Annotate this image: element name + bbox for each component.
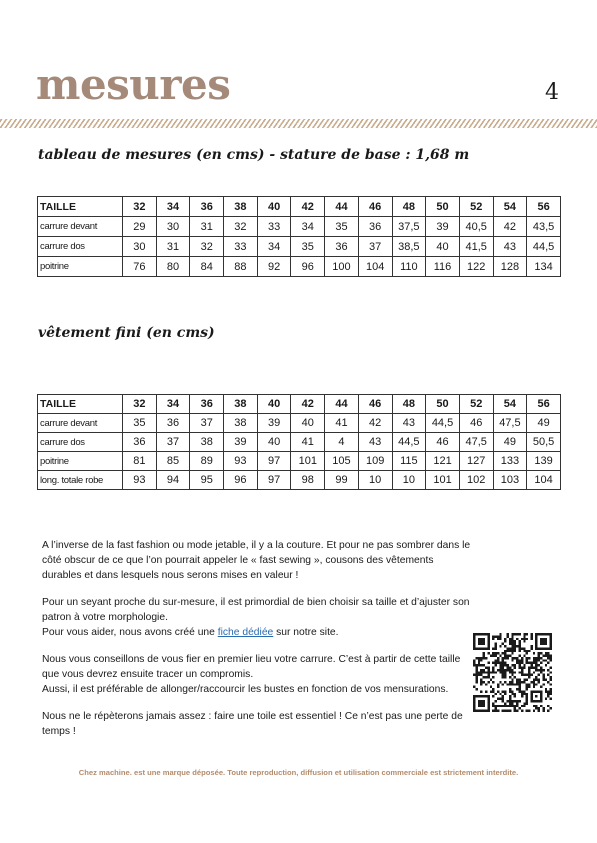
table-cell: 93 (123, 471, 157, 490)
table-cell: 76 (123, 257, 157, 277)
table-cell: 39 (426, 217, 460, 237)
table-cell: 92 (257, 257, 291, 277)
table-row (38, 257, 561, 277)
body-measurements-table (37, 196, 561, 277)
size-header: 52 (459, 395, 493, 414)
size-header: 54 (493, 197, 527, 217)
size-header-label: TAILLE (38, 197, 123, 217)
size-header: 46 (358, 197, 392, 217)
table-cell: 95 (190, 471, 224, 490)
table-cell: 80 (156, 257, 190, 277)
size-header: 50 (426, 197, 460, 217)
table-cell: 94 (156, 471, 190, 490)
intro-paragraph: A l’inverse de la fast fashion ou mode jetable, il y a la couture. Et pour ne pas sombrer dans le côté obscur de ce que l’on pourrait appeler le « fast sewing », cousons des vêtements durables et dans lesquels nous serons mises en valeur ! (42, 540, 471, 581)
table-cell: 42 (493, 217, 527, 237)
qr-code-icon[interactable] (473, 633, 552, 712)
table-cell: 134 (527, 257, 561, 277)
size-header: 52 (459, 197, 493, 217)
advice-paragraph (42, 652, 474, 697)
table-cell: 35 (325, 217, 359, 237)
table-cell: 44,5 (392, 433, 426, 452)
table-cell: 35 (123, 414, 157, 433)
size-header-label: TAILLE (38, 395, 123, 414)
size-header: 34 (156, 395, 190, 414)
table-cell: 39 (224, 433, 258, 452)
table-cell: 35 (291, 237, 325, 257)
table-cell: 33 (224, 237, 258, 257)
table-header-row (38, 395, 561, 414)
size-header: 44 (325, 197, 359, 217)
size-header: 32 (123, 395, 157, 414)
page-number: 4 (545, 80, 559, 105)
table-cell: 49 (493, 433, 527, 452)
row-label: carrure dos (38, 237, 123, 257)
table-cell: 10 (392, 471, 426, 490)
table-cell: 103 (493, 471, 527, 490)
size-header: 46 (358, 395, 392, 414)
table-cell: 97 (257, 471, 291, 490)
size-header: 40 (257, 197, 291, 217)
table-cell: 43 (493, 237, 527, 257)
size-header: 54 (493, 395, 527, 414)
table-cell: 39 (257, 414, 291, 433)
fiche-dediee-link[interactable]: fiche dédiée (217, 627, 274, 638)
table-cell: 102 (459, 471, 493, 490)
table-cell: 46 (459, 414, 493, 433)
copyright-footer: Chez machine. est une marque déposée. Toute reproduction, diffusion et utilisation commerciale est strictement interdite. (78, 768, 519, 777)
size-header: 42 (291, 395, 325, 414)
table-cell: 41 (325, 414, 359, 433)
table-cell: 38 (224, 414, 258, 433)
table-cell: 99 (325, 471, 359, 490)
table-cell: 47,5 (493, 414, 527, 433)
advice-text: Nous vous conseillons de vous fier en premier lieu votre carrure. C’est à partir de cette taille que vous devrez ensuite tracer un compromis. (42, 654, 461, 680)
table-cell: 34 (257, 237, 291, 257)
table-cell: 96 (291, 257, 325, 277)
table-cell: 37 (190, 414, 224, 433)
size-header: 34 (156, 197, 190, 217)
size-header: 38 (224, 395, 258, 414)
table-cell: 30 (123, 237, 157, 257)
table-cell: 38 (190, 433, 224, 452)
table-cell: 37 (358, 237, 392, 257)
table-cell: 44,5 (527, 237, 561, 257)
table-cell: 33 (257, 217, 291, 237)
table-cell: 40,5 (459, 217, 493, 237)
table-cell: 127 (459, 452, 493, 471)
table-header-row (38, 197, 561, 217)
size-header: 40 (257, 395, 291, 414)
size-header: 56 (527, 395, 561, 414)
table-cell: 115 (392, 452, 426, 471)
hatched-divider (0, 119, 597, 128)
table-cell: 93 (224, 452, 258, 471)
table-cell: 36 (358, 217, 392, 237)
table-cell: 32 (224, 217, 258, 237)
table-cell: 50,5 (527, 433, 561, 452)
table-cell: 100 (325, 257, 359, 277)
table-cell: 37,5 (392, 217, 426, 237)
table-row (38, 471, 561, 490)
table-cell: 4 (325, 433, 359, 452)
size-header: 48 (392, 395, 426, 414)
table-cell: 96 (224, 471, 258, 490)
table-cell: 41,5 (459, 237, 493, 257)
table-row (38, 237, 561, 257)
table-cell: 37 (156, 433, 190, 452)
size-header: 42 (291, 197, 325, 217)
table-cell: 32 (190, 237, 224, 257)
table-cell: 29 (123, 217, 157, 237)
toile-paragraph: Nous ne le répèterons jamais assez : faire une toile est essentiel ! Ce n’est pas une perte de temps ! (42, 711, 463, 737)
table-cell: 88 (224, 257, 258, 277)
table-cell: 36 (156, 414, 190, 433)
size-header: 36 (190, 197, 224, 217)
row-label: poitrine (38, 257, 123, 277)
table-cell: 49 (527, 414, 561, 433)
row-label: carrure dos (38, 433, 123, 452)
table-cell: 81 (123, 452, 157, 471)
table-row (38, 433, 561, 452)
finished-garment-table-title: vêtement fini (en cms) (38, 325, 215, 341)
table-cell: 30 (156, 217, 190, 237)
table-cell: 139 (527, 452, 561, 471)
table-cell: 10 (358, 471, 392, 490)
sizing-help-suffix: sur notre site. (273, 627, 339, 638)
table-row (38, 217, 561, 237)
table-cell: 43,5 (527, 217, 561, 237)
measurements-table-title: tableau de mesures (en cms) - stature de base : 1,68 m (38, 147, 470, 163)
table-cell: 47,5 (459, 433, 493, 452)
finished-garment-table (37, 394, 561, 490)
table-row (38, 452, 561, 471)
size-header: 48 (392, 197, 426, 217)
size-header: 36 (190, 395, 224, 414)
table-cell: 104 (358, 257, 392, 277)
table-cell: 122 (459, 257, 493, 277)
table-cell: 31 (156, 237, 190, 257)
table-cell: 84 (190, 257, 224, 277)
table-cell: 128 (493, 257, 527, 277)
table-cell: 109 (358, 452, 392, 471)
size-header: 38 (224, 197, 258, 217)
sizing-paragraph (42, 595, 474, 640)
table-cell: 89 (190, 452, 224, 471)
table-cell: 34 (291, 217, 325, 237)
row-label: long. totale robe (38, 471, 123, 490)
row-label: carrure devant (38, 217, 123, 237)
page-title: mesures (36, 60, 231, 109)
table-cell: 101 (426, 471, 460, 490)
table-cell: 46 (426, 433, 460, 452)
table-cell: 38,5 (392, 237, 426, 257)
table-cell: 36 (325, 237, 359, 257)
table-cell: 98 (291, 471, 325, 490)
size-header: 50 (426, 395, 460, 414)
sizing-text: Pour un seyant proche du sur-mesure, il est primordial de bien choisir sa taille et d’ajuster son patron à votre morphologie. (42, 597, 470, 623)
table-cell: 133 (493, 452, 527, 471)
table-cell: 43 (358, 433, 392, 452)
table-cell: 36 (123, 433, 157, 452)
table-cell: 105 (325, 452, 359, 471)
body-text (42, 538, 474, 751)
size-header: 56 (527, 197, 561, 217)
table-cell: 40 (426, 237, 460, 257)
table-cell: 85 (156, 452, 190, 471)
row-label: carrure devant (38, 414, 123, 433)
size-header: 32 (123, 197, 157, 217)
row-label: poitrine (38, 452, 123, 471)
table-cell: 104 (527, 471, 561, 490)
table-cell: 116 (426, 257, 460, 277)
sizing-help-prefix: Pour vous aider, nous avons créé une (42, 627, 218, 638)
table-cell: 41 (291, 433, 325, 452)
table-row (38, 414, 561, 433)
table-cell: 110 (392, 257, 426, 277)
table-cell: 42 (358, 414, 392, 433)
table-cell: 121 (426, 452, 460, 471)
advice-text-2: Aussi, il est préférable de allonger/raccourcir les bustes en fonction de vos mensurations. (42, 684, 449, 695)
table-cell: 44,5 (426, 414, 460, 433)
table-cell: 40 (257, 433, 291, 452)
table-cell: 31 (190, 217, 224, 237)
table-cell: 97 (257, 452, 291, 471)
size-header: 44 (325, 395, 359, 414)
table-cell: 101 (291, 452, 325, 471)
table-cell: 40 (291, 414, 325, 433)
table-cell: 43 (392, 414, 426, 433)
